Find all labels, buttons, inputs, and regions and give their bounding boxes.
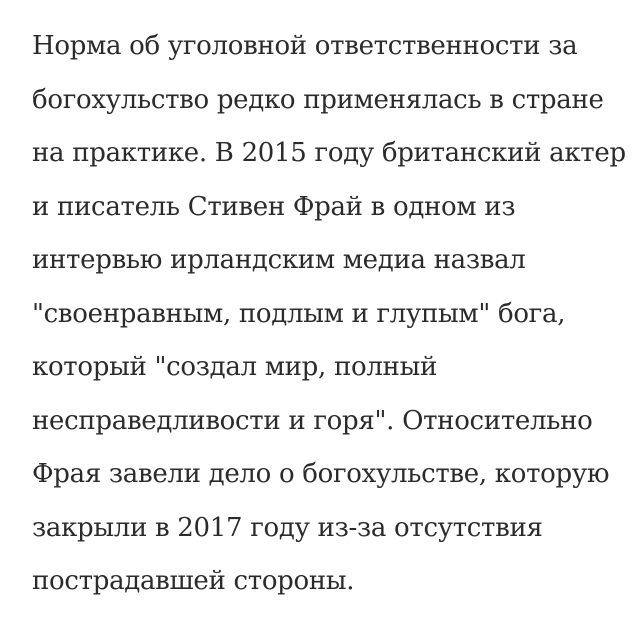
paragraph-line-5: интервью ирландским медиа назвал xyxy=(32,245,526,275)
paragraph-line-9: Фрая завели дело о богохульстве, которую xyxy=(32,459,610,489)
paragraph-line-6: "своенравным, подлым и глупым" бога, xyxy=(32,298,566,329)
paragraph-line-11: пострадавшей стороны. xyxy=(32,566,355,596)
article-paragraph xyxy=(32,20,626,609)
paragraph-line-1: Норма об уголовной ответственности за xyxy=(32,31,578,61)
paragraph-line-2: богохульство редко применялась в стране xyxy=(32,84,604,115)
paragraph-line-4: и писатель Стивен Фрай в одном из xyxy=(32,191,516,222)
paragraph-line-8: несправедливости и горя". Относительно xyxy=(32,405,593,436)
paragraph-line-10: закрыли в 2017 году из-за отсутствия xyxy=(32,512,543,543)
paragraph-line-7: который "создал мир, полный xyxy=(32,352,437,382)
paragraph-line-3: на практике. В 2015 году британский актер xyxy=(32,138,626,168)
